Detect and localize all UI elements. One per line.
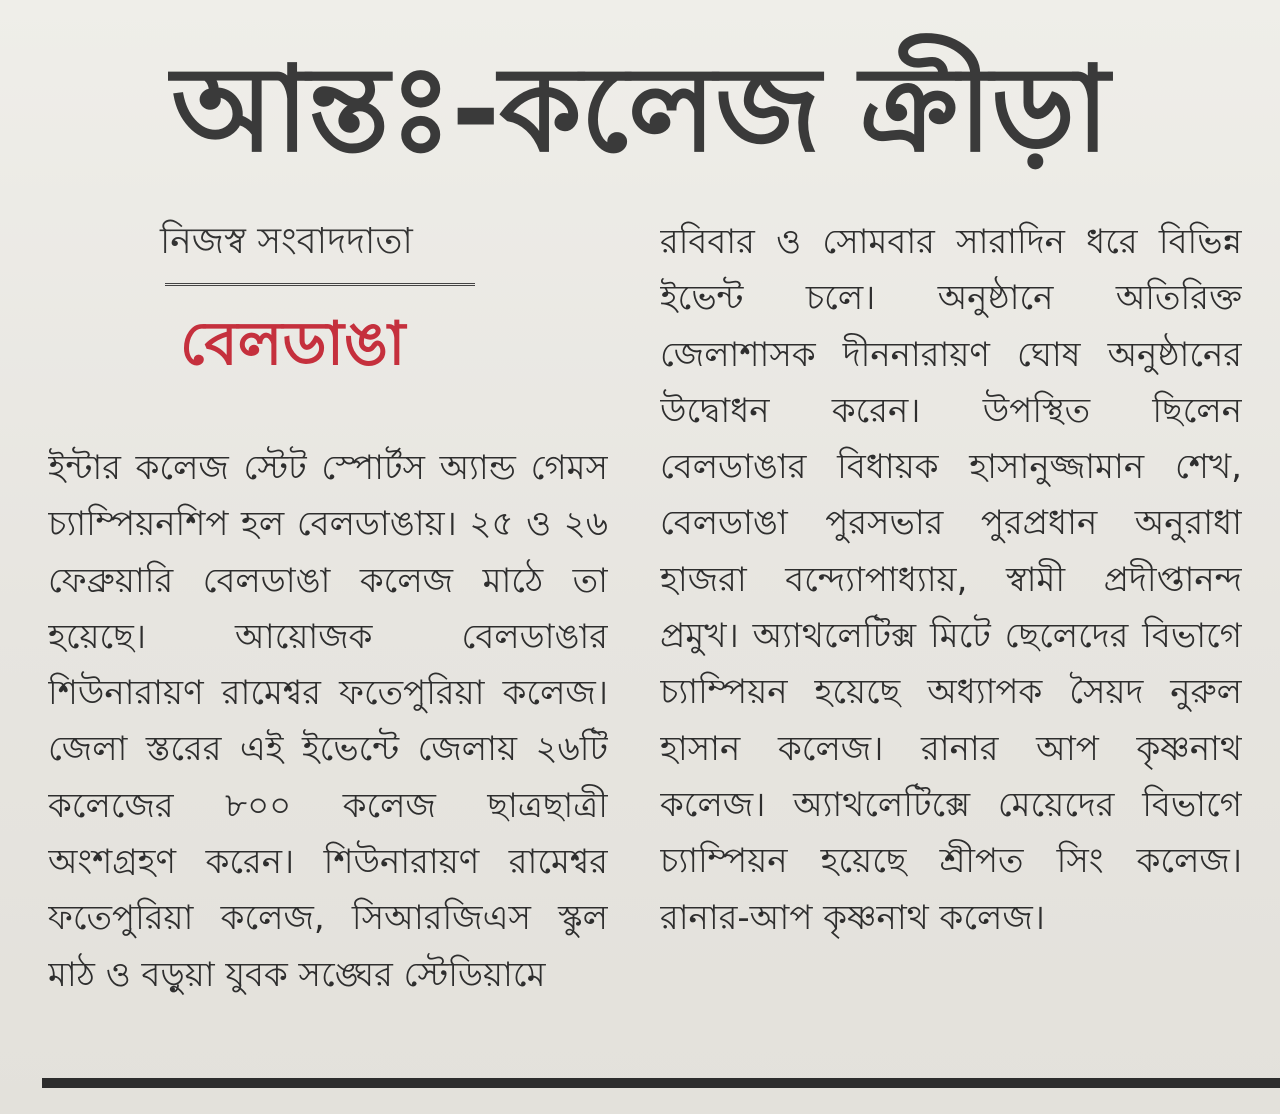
article-byline: নিজস্ব সংবাদদাতা [160,221,413,262]
article-dateline: বেলডাঙা [180,309,406,379]
article-headline: আন্তঃ-কলেজ ক্রীড়া [171,40,1109,178]
bottom-divider [42,1078,1280,1088]
article-column-left: ইন্টার কলেজ স্টেট স্পোর্টস অ্যান্ড গেমস চ্যাম্পিয়নশিপ হল বেলডাঙায়। ২৫ ও ২৬ ফেব্রুয়ারি বেলডাঙা কলেজ মাঠে তা হয়েছে। আয়োজক বেলডাঙার শিউনারায়ণ রামেশ্বর ফতেপুরিয়া কলেজ। জেলা স্তরের এই ইভেন্টে জেলায় ২৬টি কলেজের ৮০০ কলেজ ছাত্রছাত্রী অংশগ্রহণ করেন। শিউনারায়ণ রামেশ্বর ফতেপুরিয়া কলেজ, সিআরজিএস স্কুল মাঠ ও বড়ুয়া যুবক সঙ্ঘের স্টেডিয়ামে [48,448,608,995]
byline-divider [165,283,475,286]
article-column-right: রবিবার ও সোমবার সারাদিন ধরে বিভিন্ন ইভেন্ট চলে। অনুষ্ঠানে অতিরিক্ত জেলাশাসক দীননারায়ণ ঘোষ অনুষ্ঠানের উদ্বোধন করেন। উপস্থিত ছিলেন বেলডাঙার বিধায়ক হাসানুজ্জামান শেখ, বেলডাঙা পুরসভার পুরপ্রধান অনুরাধা হাজরা বন্দ্যোপাধ্যায়, স্বামী প্রদীপ্তানন্দ প্রমুখ। অ্যাথলেটিক্স মিটে ছেলেদের বিভাগে চ্যাম্পিয়ন হয়েছে অধ্যাপক সৈয়দ নুরুল হাসান কলেজ। রানার আপ কৃষ্ণনাথ কলেজ। অ্যাথলেটিক্সে মেয়েদের বিভাগে চ্যাম্পিয়ন হয়েছে শ্রীপত সিং কলেজ। রানার-আপ কৃষ্ণনাথ কলেজ। [660,222,1242,938]
